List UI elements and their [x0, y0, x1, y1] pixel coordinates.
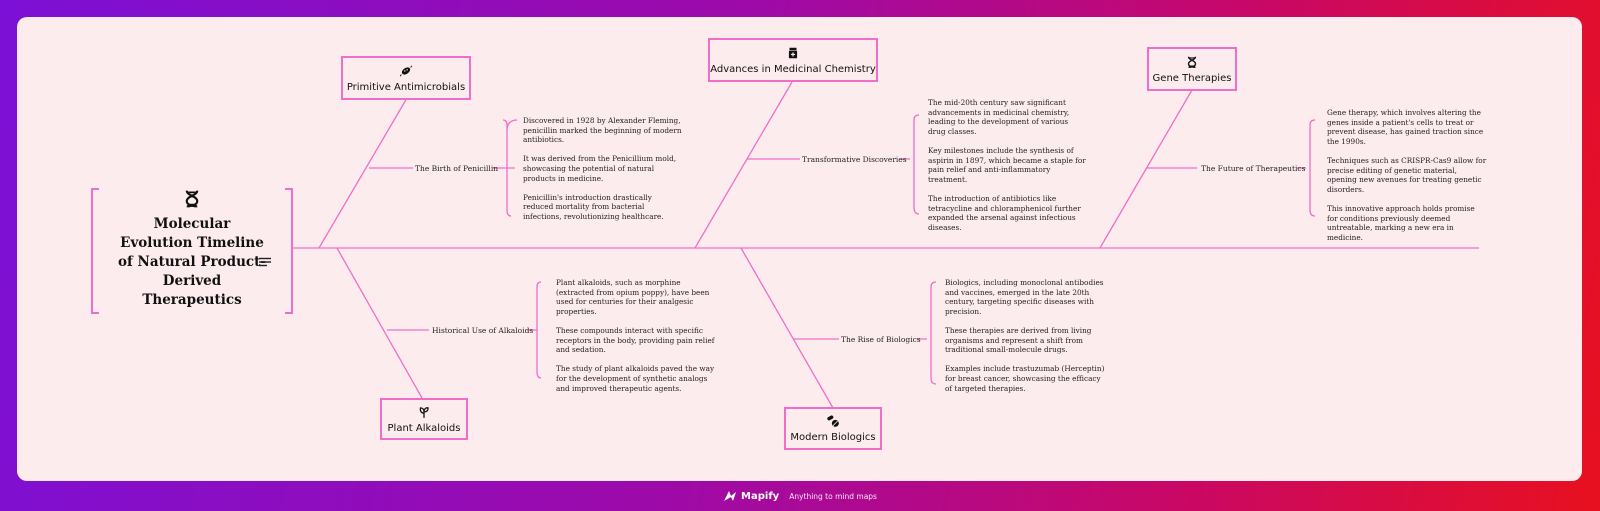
category-label: Primitive Antimicrobials	[346, 81, 466, 93]
subtopic-label[interactable]: The Future of Therapeutics	[1201, 164, 1306, 173]
footer-tagline: Anything to mind maps	[789, 491, 877, 501]
central-topic[interactable]	[91, 188, 293, 310]
dna-icon	[179, 188, 205, 209]
category-label: Gene Therapies	[1152, 72, 1232, 84]
subtopic-label[interactable]: The Rise of Biologics	[841, 335, 921, 344]
detail-list	[556, 278, 716, 403]
category-gene-therapies[interactable]	[1147, 47, 1237, 91]
detail-item: The study of plant alkaloids paved the way for the development of synthetic analogs and improved therapeutic agents.	[556, 364, 715, 393]
detail-list	[1327, 108, 1487, 252]
category-label: Advances in Medicinal Chemistry	[710, 63, 876, 75]
detail-list	[928, 98, 1088, 242]
detail-item: Discovered in 1928 by Alexander Fleming, penicillin marked the beginning of modern antibiotics.	[523, 116, 682, 145]
subtopic-label[interactable]: Historical Use of Alkaloids	[432, 326, 534, 335]
detail-item: These therapies are derived from living organisms and represent a shift from traditional small-molecule drugs.	[945, 325, 1092, 355]
category-label: Modern Biologics	[790, 432, 876, 443]
detail-item: The mid-20th century saw significant advancements in medicinal chemistry, leading to the development of various drug classes.	[928, 98, 1070, 136]
detail-list	[945, 278, 1105, 403]
pills-icon	[826, 414, 840, 428]
category-label: Plant Alkaloids	[387, 422, 461, 434]
footer-brand[interactable]: Mapify	[741, 490, 780, 502]
page-title: Molecular Evolution Timeline of Natural Product-Derived Therapeutics	[118, 216, 266, 308]
mind-map-canvas	[17, 17, 1582, 481]
mapify-logo-icon	[723, 490, 737, 502]
detail-item: These compounds interact with specific receptors in the body, providing pain relief and sedation.	[556, 325, 715, 355]
category-plant-alkaloids[interactable]	[380, 398, 468, 440]
category-modern-biologics[interactable]	[784, 407, 882, 450]
detail-item: Examples include trastuzumab (Herceptin) for breast cancer, showcasing the efficacy of targeted therapies.	[945, 364, 1105, 393]
dna-icon	[1185, 55, 1199, 69]
detail-list	[523, 116, 683, 231]
detail-item: Penicillin's introduction drastically reduced mortality from bacterial infections, revolutionizing healthcare.	[523, 192, 664, 221]
detail-item: Key milestones include the synthesis of aspirin in 1897, which became a staple for pain relief and anti-inflammatory treatment.	[928, 145, 1086, 184]
plant-icon	[417, 405, 431, 419]
menu-lines-icon[interactable]	[259, 257, 271, 267]
detail-item: The introduction of antibiotics like tetracycline and chloramphenicol further expanded the arsenal against infectious diseases.	[928, 193, 1081, 232]
detail-item: Techniques such as CRISPR-Cas9 allow for precise editing of genetic material, opening new avenues for treating genetic disorders.	[1327, 155, 1487, 194]
subtopic-label[interactable]: Transformative Discoveries	[802, 155, 907, 164]
detail-item: This innovative approach holds promise for conditions previously deemed untreatable, marking a new era in medicine.	[1327, 203, 1475, 242]
detail-item: Biologics, including monoclonal antibodies and vaccines, emerged in the late 20th century, targeting specific diseases with precision.	[945, 278, 1104, 316]
subtopic-label[interactable]: The Birth of Penicillin	[415, 164, 499, 173]
category-advances-medicinal-chemistry[interactable]	[708, 38, 878, 82]
footer	[0, 481, 1600, 511]
detail-item: Gene therapy, which involves altering the genes inside a patient's cells to treat or prevent disease, has gained traction since the 1990s.	[1327, 108, 1484, 146]
detail-item: It was derived from the Penicillium mold, showcasing the potential of natural products in medicine.	[523, 154, 677, 183]
bacteria-icon	[399, 64, 413, 78]
category-primitive-antimicrobials[interactable]	[341, 56, 471, 100]
medicine-bottle-icon	[786, 46, 800, 60]
detail-item: Plant alkaloids, such as morphine (extracted from opium poppy), have been used for centuries for their analgesic properties.	[556, 278, 710, 316]
